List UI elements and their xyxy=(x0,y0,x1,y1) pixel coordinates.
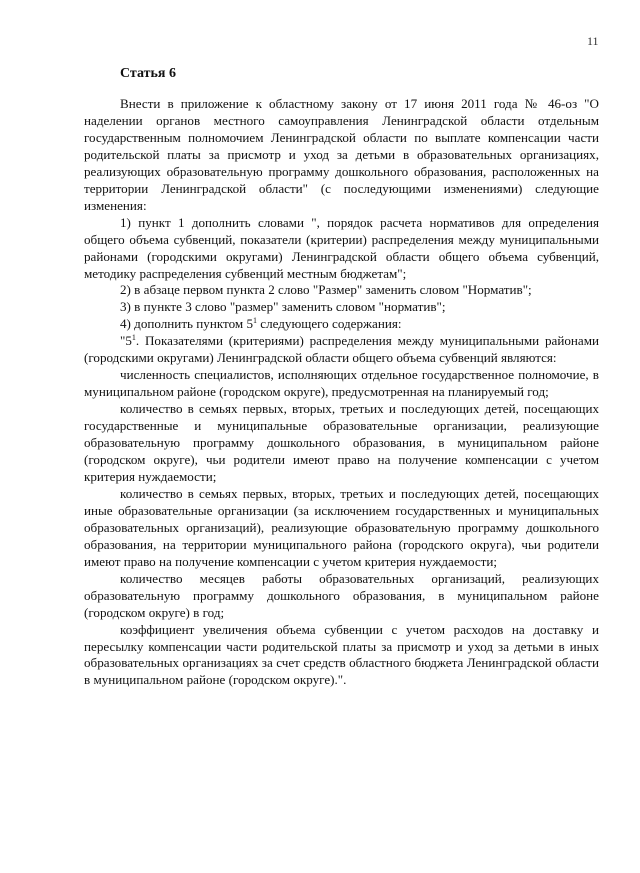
page-number: 11 xyxy=(587,34,599,48)
superscript-index: 1 xyxy=(131,333,136,343)
superscript-index: 1 xyxy=(253,316,257,326)
new-clause-number: "5 xyxy=(120,333,132,349)
criterion-months: количество месяцев работы образовательных организаций, реализующих образовательную программу дошкольного образования, в муниципальном районе (городском округе) в год; xyxy=(84,570,599,620)
criterion-coefficient: коэффициент увеличения объема субвенции с учетом расходов на доставку и пересылку компенсации части родительской платы за присмотр и уход за детьми в иных образовательных организациях за счет средств областного бюджета Ленинградской области в муниципальном районе (городском округе).". xyxy=(84,621,599,688)
criterion-specialists: численность специалистов, исполняющих отдельное государственное полномочие, в муниципальном районе (городском округе), предусмотренная на планируемый год; xyxy=(84,367,599,400)
amendment-item-3: 3) в пункте 3 слово "размер" заменить словом "норматив"; xyxy=(120,299,446,315)
criterion-children-other: количество в семьях первых, вторых, третьих и последующих детей, посещающих иные образовательные организации (за исключением государственных и муниципальных образовательных организаций), реализующие образовательную программу дошкольного образования, на территории муниципального района (городского округа), чьи родители имеют право на получение компенсации с учетом критерия нуждаемости; xyxy=(84,485,599,569)
article-body xyxy=(84,96,599,689)
amendment-item-4 xyxy=(84,316,599,333)
amendment-item-1: 1) пункт 1 дополнить словами ", порядок расчета нормативов для определения общего объема субвенций, показатели (критерии) распределения между муниципальными районами (городскими округами) Ленинградской области общего объема субвенций, методику распределения субвенций местным бюджетам"; xyxy=(84,214,599,281)
article-title: Статья 6 xyxy=(120,66,176,81)
amendment-item-2: 2) в абзаце первом пункта 2 слово "Размер" заменить словом "Норматив"; xyxy=(120,282,532,298)
new-clause-text: . Показателями (критериями) распределения между муниципальными районами (городскими округами) Ленинградской области общего объема субвенций являются: xyxy=(84,333,599,366)
amendment-item-4-suffix: следующего содержания: xyxy=(257,316,402,332)
intro-paragraph: Внести в приложение к областному закону от 17 июня 2011 года № 46-оз "О наделении органов местного самоуправления Ленинградской области отдельным государственным полномочием Ленинградской области по выплате компенсации части родительской платы за присмотр и уход за детьми в образовательных организациях, реализующих образовательную программу дошкольного образования, расположенных на территории Ленинградской области" (с последующими изменениями) следующие изменения: xyxy=(84,96,599,213)
new-clause-paragraph xyxy=(84,333,599,367)
criterion-children-state: количество в семьях первых, вторых, третьих и последующих детей, посещающих государственные и муниципальные образовательные организации, реализующие образовательную программу дошкольного образования, в муниципальном районе (городском округе), чьи родители имеют право на получение компенсации с учетом критерия нуждаемости; xyxy=(84,401,599,484)
amendment-item-4-text: 4) дополнить пунктом 5 xyxy=(120,316,253,332)
